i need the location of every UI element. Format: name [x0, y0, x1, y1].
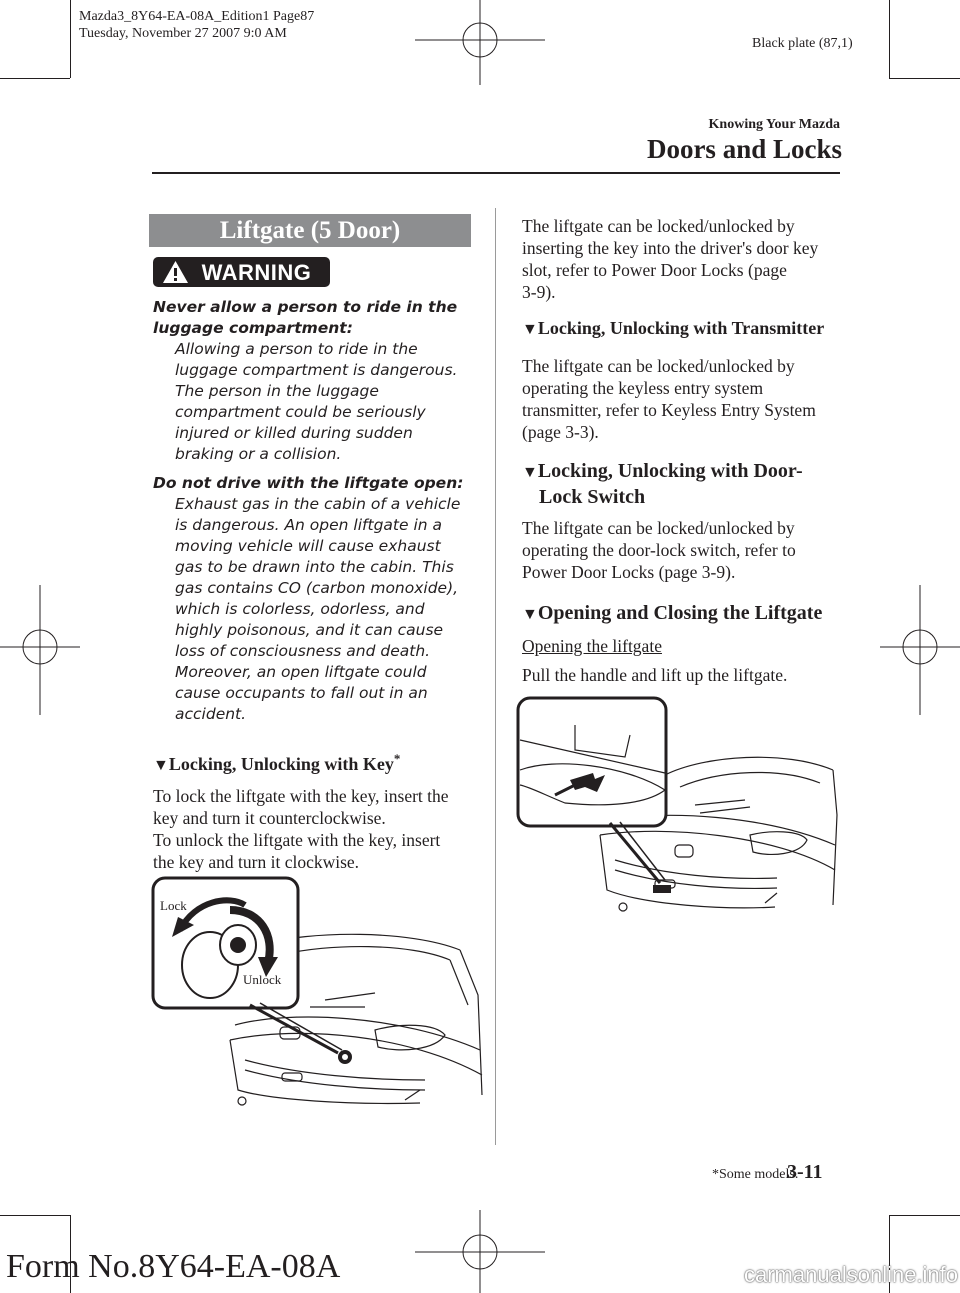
warning-icon	[162, 260, 189, 284]
header-rule	[152, 172, 840, 174]
footnote-mark: *	[712, 1167, 719, 1182]
intro-line: inserting the key into the driver's door key	[522, 238, 819, 258]
heading-opening-text: Opening and Closing the Liftgate	[537, 602, 823, 624]
warning2-body-line: highly poisonous, and it can cause	[175, 621, 444, 639]
heading-switch-line2: Lock Switch	[539, 486, 646, 508]
key-body	[153, 785, 449, 873]
warning2-body-line: moving vehicle will cause exhaust	[175, 537, 441, 555]
section-title: Doors and Locks	[646, 134, 842, 164]
warning1-title-line1: Never allow a person to ride in the	[153, 298, 458, 316]
heading-opening	[522, 601, 822, 627]
switch-body	[522, 517, 796, 583]
footnote	[712, 1167, 798, 1183]
switch-line: operating the door-lock switch, refer to	[522, 540, 796, 560]
warning1-body-line: injured or killed during sudden	[175, 424, 413, 442]
registration-mark-left	[0, 585, 80, 715]
heading-key-text: Locking, Unlocking with Key	[168, 754, 394, 774]
warning1-body-line: Allowing a person to ride in the	[175, 340, 418, 358]
transmitter-line: transmitter, refer to Keyless Entry System	[522, 400, 816, 420]
topic-banner: Liftgate (5 Door)	[149, 214, 471, 247]
switch-line: The liftgate can be locked/unlocked by	[522, 518, 795, 538]
transmitter-line: operating the keyless entry system	[522, 378, 764, 398]
form-number: Form No.8Y64-EA-08A	[6, 1248, 341, 1285]
heading-transmitter	[522, 318, 824, 339]
key-body-line: To unlock the liftgate with the key, insert	[153, 830, 441, 850]
warning2-body-line: gas contains CO (carbon monoxide),	[175, 579, 459, 597]
warning1-body	[175, 339, 458, 465]
watermark: carmanualsonline.info	[744, 1262, 959, 1287]
warning2-body-line: Moreover, an open liftgate could	[175, 663, 427, 681]
warning2-body	[175, 494, 460, 725]
opening-body: Pull the handle and lift up the liftgate.	[522, 665, 788, 685]
triangle-bullet-icon: ▼	[153, 757, 169, 774]
warning2-body-line: Exhaust gas in the cabin of a vehicle	[175, 495, 461, 513]
page-number: 3-11	[787, 1161, 823, 1183]
warning1-body-line: luggage compartment is dangerous.	[175, 361, 458, 379]
registration-mark-top	[415, 0, 545, 85]
print-file-line: Mazda3_8Y64-EA-08A_Edition1 Page87	[79, 9, 315, 24]
heading-switch-line1: Locking, Unlocking with Door-	[537, 460, 803, 482]
print-date-line: Tuesday, November 27 2007 9:0 AM	[79, 26, 287, 41]
warning2-body-line: is dangerous. An open liftgate in a	[175, 516, 442, 534]
intro-line: slot, refer to Power Door Locks (page	[522, 260, 787, 280]
warning1-title-line2: luggage compartment:	[153, 319, 353, 337]
warning-label: WARNING	[201, 260, 312, 285]
plate-label: Black plate (87,1)	[752, 36, 853, 51]
warning1-body-line: The person in the luggage	[175, 382, 379, 400]
registration-mark-bottom	[415, 1210, 545, 1293]
intro-line: 3-9).	[522, 282, 556, 302]
heading-key	[153, 751, 400, 775]
heading-transmitter-text: Locking, Unlocking with Transmitter	[537, 318, 825, 338]
warning1-body-line: braking or a collision.	[175, 445, 342, 463]
warning2-body-line: accident.	[175, 705, 247, 723]
key-body-line: To lock the liftgate with the key, insert the	[153, 786, 449, 806]
warning-badge	[153, 257, 330, 287]
transmitter-body	[522, 355, 816, 443]
key-body-line: the key and turn it clockwise.	[153, 852, 360, 872]
triangle-bullet-icon: ▼	[522, 321, 538, 338]
warning2-body-line: gas to be drawn into the cabin. This	[175, 558, 454, 576]
chapter-title: Knowing Your Mazda	[708, 117, 840, 132]
footnote-text: Some models.	[719, 1167, 799, 1182]
key-body-line: key and turn it counterclockwise.	[153, 808, 386, 828]
heading-door-lock-switch	[522, 459, 803, 509]
warning2-body-line: which is colorless, odorless, and	[175, 600, 425, 618]
transmitter-line: The liftgate can be locked/unlocked by	[522, 356, 795, 376]
opening-subheading: Opening the liftgate	[522, 636, 662, 656]
fig-lock-label: Lock	[160, 898, 187, 913]
registration-mark-right	[880, 585, 960, 715]
key-lock-illustration	[150, 875, 495, 1115]
footnote-mark: *	[393, 751, 401, 766]
liftgate-handle-illustration	[515, 695, 840, 945]
switch-line: Power Door Locks (page 3-9).	[522, 562, 736, 582]
warning2-body-line: loss of consciousness and death.	[175, 642, 431, 660]
warning1-body-line: compartment could be seriously	[175, 403, 426, 421]
warning2-title: Do not drive with the liftgate open:	[153, 474, 464, 492]
column-divider	[495, 208, 496, 1145]
transmitter-line: (page 3-3).	[522, 422, 599, 442]
intro-paragraph	[522, 215, 818, 303]
warning2-body-line: cause occupants to fall out in an	[175, 684, 428, 702]
intro-line: The liftgate can be locked/unlocked by	[522, 216, 795, 236]
fig-unlock-label: Unlock	[243, 972, 282, 987]
triangle-bullet-icon: ▼	[522, 464, 538, 481]
triangle-bullet-icon: ▼	[522, 606, 538, 623]
